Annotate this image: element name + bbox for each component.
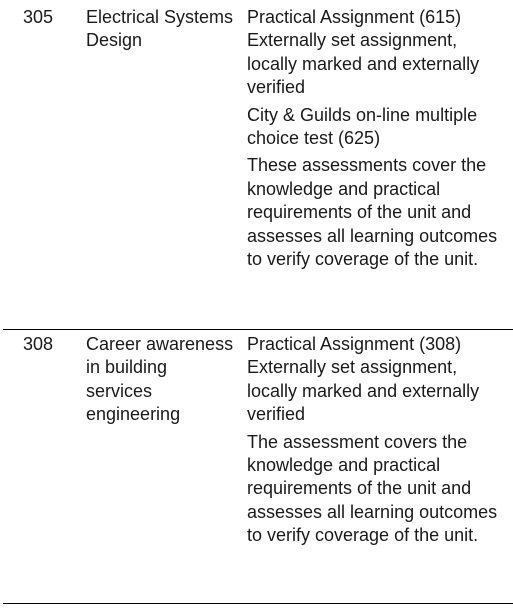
assessment-text: Externally set assignment, locally marked and externally verified	[247, 357, 480, 425]
unit-number: 305	[23, 7, 54, 27]
assessment-cell	[247, 333, 509, 548]
assessment-text: City & Guilds on-line multiple choice test (625)	[247, 104, 478, 149]
assessment-text: Externally set assignment, locally marked and externally verified	[247, 30, 480, 98]
row-divider	[3, 329, 513, 330]
assessment-text: Practical Assignment (308)	[247, 334, 462, 354]
row-divider	[3, 603, 513, 604]
assessment-cell	[247, 6, 509, 271]
assessment-text: These assessments cover the knowledge and practical requirements of the unit and assesses all learning outcomes to verify coverage of the unit.	[247, 155, 498, 270]
assessment-text: The assessment covers the knowledge and practical requirements of the unit and assesses all learning outcomes to verify coverage of the unit.	[247, 431, 498, 546]
unit-title: Electrical Systems Design	[86, 7, 234, 51]
unit-number: 308	[23, 334, 54, 354]
assessment-text: Practical Assignment (615)	[247, 7, 462, 27]
unit-title: Career awareness in building services engineering	[86, 334, 234, 425]
